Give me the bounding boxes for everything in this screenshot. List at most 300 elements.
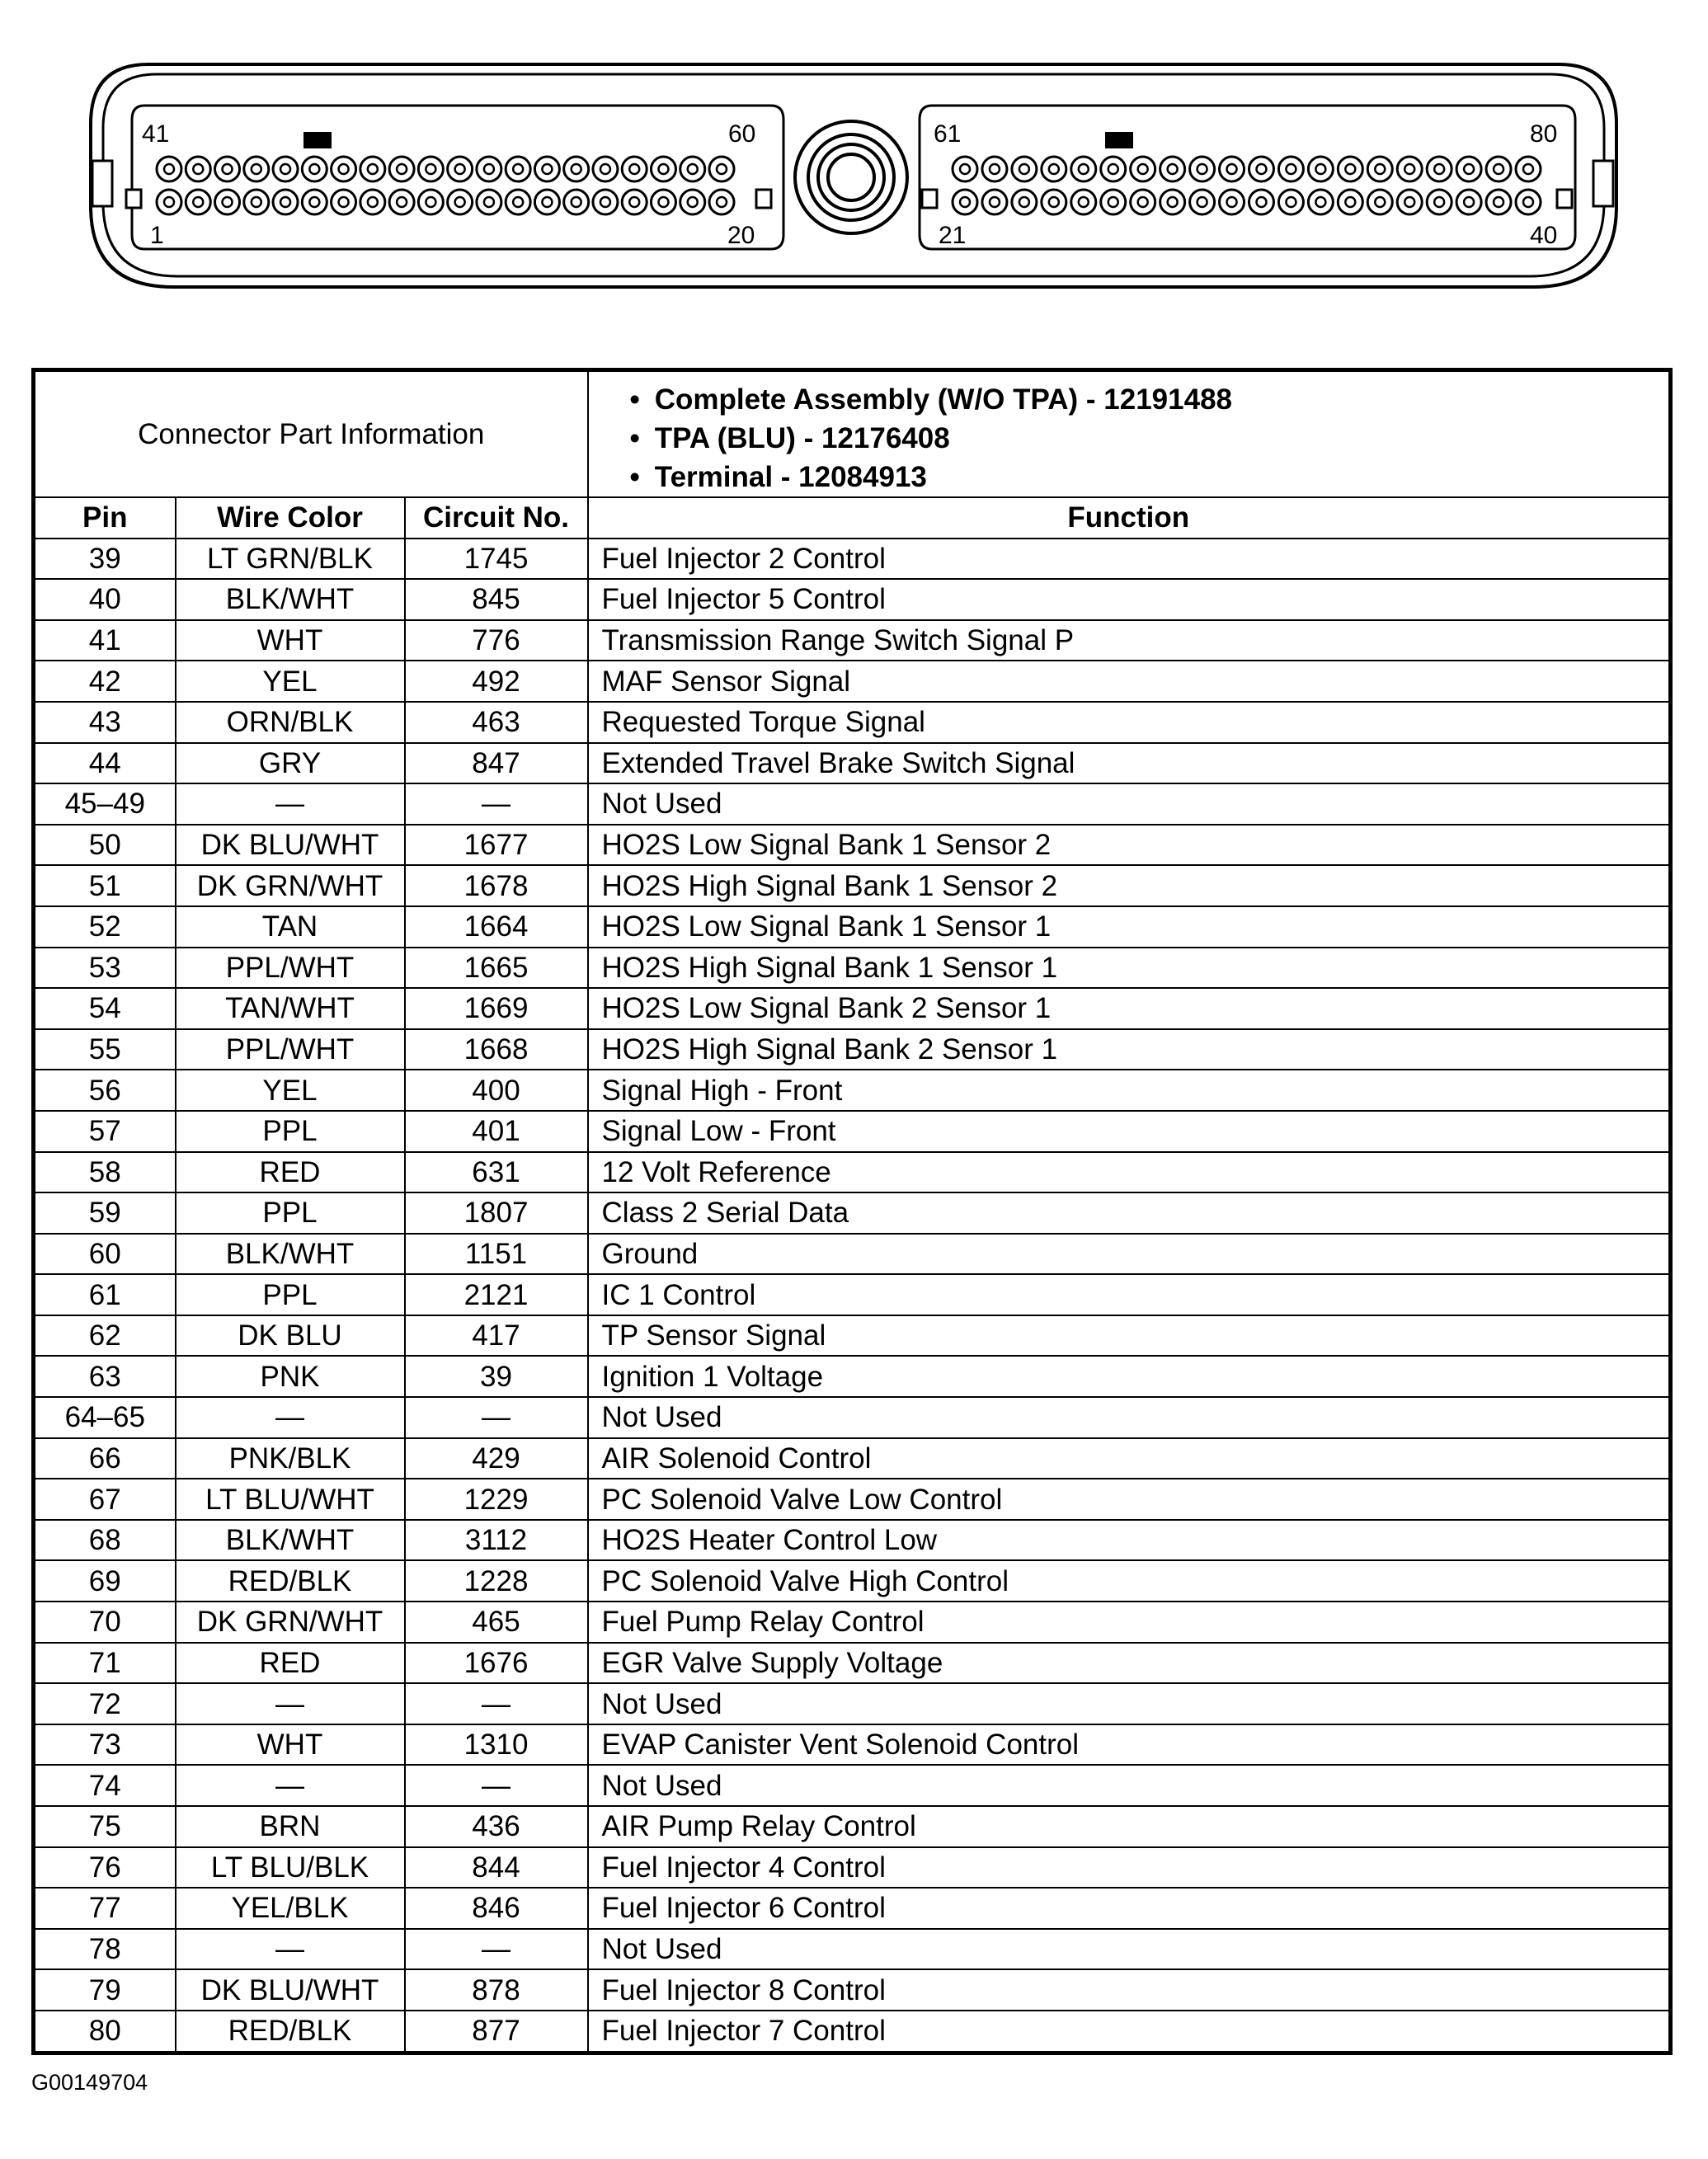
wire-color-cell: TAN	[176, 906, 405, 948]
pin-socket-center	[252, 164, 261, 174]
function-cell: Signal Low - Front	[588, 1111, 1671, 1152]
circuit-cell: —	[405, 1397, 588, 1438]
function-cell: Fuel Injector 6 Control	[588, 1888, 1671, 1929]
pin-cell: 68	[34, 1520, 176, 1561]
circuit-cell: 1807	[405, 1192, 588, 1234]
connector-diagram	[0, 0, 1708, 313]
function-cell: Fuel Injector 8 Control	[588, 1969, 1671, 2011]
function-cell: Requested Torque Signal	[588, 702, 1671, 743]
wire-color-cell: PPL/WHT	[176, 1029, 405, 1070]
wire-color-cell: DK GRN/WHT	[176, 865, 405, 906]
pin-socket-center	[1079, 164, 1089, 174]
pin-cell: 78	[34, 1929, 176, 1970]
pin-socket-center	[1019, 197, 1029, 207]
pin-socket-center	[1286, 197, 1296, 207]
pin-socket-center	[1138, 164, 1148, 174]
circuit-cell: 492	[405, 661, 588, 702]
function-cell: Fuel Injector 5 Control	[588, 579, 1671, 620]
pin-socket-center	[1375, 164, 1385, 174]
left-block-pin-20: 20	[727, 222, 755, 249]
pin-socket-center	[600, 164, 610, 174]
wire-color-cell: ORN/BLK	[176, 702, 405, 743]
function-cell: PC Solenoid Valve Low Control	[588, 1479, 1671, 1520]
wire-color-cell: TAN/WHT	[176, 988, 405, 1029]
pin-cell: 40	[34, 579, 176, 620]
left-block-key	[303, 132, 332, 148]
pin-cell: 70	[34, 1602, 176, 1643]
header-pin: Pin	[34, 497, 176, 539]
pin-socket-center	[1108, 197, 1118, 207]
wire-color-cell: RED	[176, 1643, 405, 1684]
right-block-pin-61: 61	[934, 120, 962, 148]
circuit-cell: 2121	[405, 1274, 588, 1315]
pin-socket	[1249, 190, 1273, 214]
pin-cell: 44	[34, 743, 176, 784]
wire-color-cell: DK BLU/WHT	[176, 825, 405, 866]
pin-socket-center	[1494, 197, 1503, 207]
pin-socket-center	[600, 197, 610, 207]
pin-socket	[1101, 157, 1126, 181]
pin-socket-center	[193, 164, 203, 174]
function-cell: Not Used	[588, 1397, 1671, 1438]
table-row	[34, 1520, 1671, 1561]
pin-socket-center	[513, 164, 523, 174]
function-cell: Fuel Pump Relay Control	[588, 1602, 1671, 1643]
function-cell: HO2S Low Signal Bank 1 Sensor 2	[588, 825, 1671, 866]
connector-housing	[91, 64, 1616, 287]
pin-socket	[1249, 157, 1273, 181]
pin-socket-center	[164, 164, 174, 174]
wire-color-cell: BLK/WHT	[176, 579, 405, 620]
pin-socket-center	[223, 164, 233, 174]
pin-socket-center	[960, 197, 970, 207]
left-latch-tab	[92, 161, 112, 206]
pin-socket	[953, 157, 977, 181]
wire-color-cell: —	[176, 1397, 405, 1438]
wire-color-cell: DK BLU/WHT	[176, 1969, 405, 2011]
table-row	[34, 1479, 1671, 1520]
pin-socket	[477, 190, 501, 214]
part-info-list	[588, 370, 1671, 498]
pin-socket	[332, 157, 356, 181]
pin-socket	[1367, 190, 1392, 214]
center-bolt-ring	[808, 134, 894, 220]
pin-socket	[157, 190, 181, 214]
pin-socket	[1160, 190, 1185, 214]
pin-socket	[1486, 157, 1511, 181]
function-cell: AIR Solenoid Control	[588, 1438, 1671, 1479]
wire-color-cell: YEL	[176, 661, 405, 702]
pin-socket-center	[688, 197, 698, 207]
pin-cell: 55	[34, 1029, 176, 1070]
pin-socket	[651, 190, 675, 214]
pin-socket	[1160, 157, 1185, 181]
pin-cell: 77	[34, 1888, 176, 1929]
pin-socket-center	[309, 164, 319, 174]
function-cell: IC 1 Control	[588, 1274, 1671, 1315]
table-row	[34, 988, 1671, 1029]
pin-socket	[1338, 190, 1362, 214]
pin-cell: 60	[34, 1234, 176, 1275]
pin-socket-center	[1315, 164, 1325, 174]
pin-socket	[1190, 190, 1215, 214]
circuit-cell: 844	[405, 1847, 588, 1889]
pin-cell: 58	[34, 1152, 176, 1193]
pin-rows	[34, 539, 1671, 2053]
pin-cell: 42	[34, 661, 176, 702]
function-cell: MAF Sensor Signal	[588, 661, 1671, 702]
wire-color-cell: RED	[176, 1152, 405, 1193]
figure-id: G00149704	[31, 2070, 148, 2095]
pin-socket	[1131, 190, 1155, 214]
pin-socket	[1012, 157, 1037, 181]
function-cell: HO2S High Signal Bank 1 Sensor 1	[588, 948, 1671, 989]
table-row	[34, 1683, 1671, 1724]
left-block-pin-41: 41	[142, 120, 170, 148]
circuit-cell: 1668	[405, 1029, 588, 1070]
pin-socket	[157, 157, 181, 181]
pin-socket-center	[223, 197, 233, 207]
pin-socket	[186, 190, 210, 214]
pin-socket	[244, 190, 269, 214]
wire-color-cell: LT BLU/BLK	[176, 1847, 405, 1889]
pin-socket-center	[1523, 164, 1533, 174]
wire-color-cell: BLK/WHT	[176, 1520, 405, 1561]
pin-socket-center	[1464, 164, 1474, 174]
pin-socket	[680, 157, 705, 181]
pin-socket-center	[1523, 197, 1533, 207]
function-cell: Not Used	[588, 1683, 1671, 1724]
table-row	[34, 1560, 1671, 1602]
function-cell: AIR Pump Relay Control	[588, 1806, 1671, 1847]
pin-socket-center	[658, 197, 668, 207]
table-row	[34, 1234, 1671, 1275]
circuit-cell: 1310	[405, 1724, 588, 1766]
pin-socket-center	[1464, 197, 1474, 207]
circuit-cell: 631	[405, 1152, 588, 1193]
pin-socket	[244, 157, 269, 181]
pin-socket-center	[960, 164, 970, 174]
table-row	[34, 539, 1671, 580]
table-row	[34, 743, 1671, 784]
center-bolt-core	[828, 154, 874, 200]
pin-cell: 75	[34, 1806, 176, 1847]
pin-socket	[1397, 157, 1422, 181]
table-row	[34, 1152, 1671, 1193]
pin-table	[31, 368, 1673, 2055]
wire-color-cell: WHT	[176, 1724, 405, 1766]
pin-socket	[564, 190, 589, 214]
pin-socket	[1427, 157, 1452, 181]
right-pin-grid	[953, 157, 1541, 214]
pin-socket	[1308, 190, 1333, 214]
pin-cell: 76	[34, 1847, 176, 1889]
pin-socket	[360, 157, 385, 181]
right-block-pin-40: 40	[1530, 222, 1558, 249]
circuit-cell: 1669	[405, 988, 588, 1029]
circuit-cell: 845	[405, 579, 588, 620]
pin-socket-center	[193, 197, 203, 207]
center-bolt-outer	[795, 121, 907, 233]
pin-socket	[680, 190, 705, 214]
table-row	[34, 1111, 1671, 1152]
circuit-cell: 1229	[405, 1479, 588, 1520]
pin-cell: 52	[34, 906, 176, 948]
pin-socket	[564, 157, 589, 181]
pin-socket-center	[688, 164, 698, 174]
circuit-cell: 1665	[405, 948, 588, 989]
function-cell: EGR Valve Supply Voltage	[588, 1643, 1671, 1684]
pin-socket-center	[1227, 164, 1237, 174]
pin-cell: 62	[34, 1315, 176, 1357]
table-row	[34, 1929, 1671, 1970]
pin-socket-center	[542, 197, 552, 207]
circuit-cell: —	[405, 1929, 588, 1970]
pin-socket-center	[397, 164, 407, 174]
circuit-cell: 401	[405, 1111, 588, 1152]
right-latch-tab	[1593, 161, 1613, 206]
pin-socket-center	[1434, 164, 1444, 174]
circuit-cell: 847	[405, 743, 588, 784]
pin-socket-center	[280, 197, 290, 207]
pin-cell: 69	[34, 1560, 176, 1602]
pin-cell: 39	[34, 539, 176, 580]
function-cell: Signal High - Front	[588, 1070, 1671, 1111]
pin-socket	[302, 157, 327, 181]
table-row	[34, 825, 1671, 866]
pin-socket	[651, 157, 675, 181]
pin-socket-center	[1227, 197, 1237, 207]
wire-color-cell: BLK/WHT	[176, 1234, 405, 1275]
circuit-cell: 400	[405, 1070, 588, 1111]
left-block-pin-1: 1	[150, 222, 164, 249]
function-cell: Not Used	[588, 1765, 1671, 1806]
right-block-pin-21: 21	[939, 222, 967, 249]
right-side-notch	[922, 190, 937, 208]
table-row	[34, 783, 1671, 825]
table-row	[34, 906, 1671, 948]
pin-socket-center	[1049, 164, 1059, 174]
table-row	[34, 661, 1671, 702]
pin-socket	[1042, 157, 1066, 181]
circuit-cell: 1664	[405, 906, 588, 948]
table-row	[34, 1847, 1671, 1889]
wire-color-cell: —	[176, 1929, 405, 1970]
right-inner-notch	[1557, 190, 1572, 208]
table-row	[34, 1192, 1671, 1234]
pin-socket	[1220, 190, 1245, 214]
table-row	[34, 1438, 1671, 1479]
pin-socket	[622, 157, 647, 181]
pin-socket	[1101, 190, 1126, 214]
pin-socket-center	[1405, 164, 1414, 174]
part-info-item: • TPA (BLU) - 12176408	[630, 419, 1668, 458]
pin-socket	[186, 157, 210, 181]
pin-socket	[1397, 190, 1422, 214]
function-cell: Class 2 Serial Data	[588, 1192, 1671, 1234]
pin-socket-center	[990, 197, 1000, 207]
pin-socket-center	[397, 197, 407, 207]
pin-socket-center	[368, 164, 378, 174]
function-cell: HO2S Low Signal Bank 1 Sensor 1	[588, 906, 1671, 948]
table-row	[34, 620, 1671, 661]
pin-socket	[506, 157, 530, 181]
pin-socket	[418, 190, 443, 214]
pin-socket	[953, 190, 977, 214]
pin-socket	[1278, 157, 1303, 181]
wire-color-cell: GRY	[176, 743, 405, 784]
left-block-pin-60: 60	[728, 120, 756, 148]
table-row	[34, 1888, 1671, 1929]
pin-socket-center	[717, 164, 727, 174]
table-row	[34, 1643, 1671, 1684]
pin-socket	[709, 157, 734, 181]
pin-cell: 53	[34, 948, 176, 989]
circuit-cell: 417	[405, 1315, 588, 1357]
wire-color-cell: —	[176, 1765, 405, 1806]
function-cell: TP Sensor Signal	[588, 1315, 1671, 1357]
table-row	[34, 1397, 1671, 1438]
pin-socket-center	[1286, 164, 1296, 174]
pin-cell: 64–65	[34, 1397, 176, 1438]
circuit-cell: —	[405, 1683, 588, 1724]
pin-cell: 67	[34, 1479, 176, 1520]
circuit-cell: —	[405, 1765, 588, 1806]
pin-socket	[1220, 157, 1245, 181]
wire-color-cell: LT BLU/WHT	[176, 1479, 405, 1520]
pin-socket-center	[1197, 197, 1207, 207]
table-row	[34, 1806, 1671, 1847]
pin-cell: 51	[34, 865, 176, 906]
pin-socket-center	[990, 164, 1000, 174]
wire-color-cell: RED/BLK	[176, 1560, 405, 1602]
pin-socket	[1427, 190, 1452, 214]
function-cell: Ground	[588, 1234, 1671, 1275]
wire-color-cell: —	[176, 783, 405, 825]
pin-cell: 56	[34, 1070, 176, 1111]
function-cell: Not Used	[588, 783, 1671, 825]
pin-socket-center	[339, 164, 349, 174]
pin-socket	[1456, 190, 1481, 214]
table-row	[34, 702, 1671, 743]
function-cell: HO2S Heater Control Low	[588, 1520, 1671, 1561]
header-row	[34, 497, 1671, 539]
pin-socket	[1486, 190, 1511, 214]
circuit-cell: 465	[405, 1602, 588, 1643]
pin-socket-center	[629, 197, 639, 207]
pin-socket	[448, 190, 473, 214]
pin-socket-center	[455, 197, 465, 207]
pin-socket	[1071, 157, 1096, 181]
pin-cell: 61	[34, 1274, 176, 1315]
function-cell: Ignition 1 Voltage	[588, 1356, 1671, 1397]
left-inner-notch	[756, 190, 771, 208]
pin-socket-center	[484, 197, 494, 207]
wire-color-cell: PPL	[176, 1111, 405, 1152]
left-pin-grid	[157, 157, 734, 214]
circuit-cell: 1678	[405, 865, 588, 906]
pin-socket-center	[1019, 164, 1029, 174]
pin-socket-center	[1375, 197, 1385, 207]
pin-socket	[982, 190, 1007, 214]
function-cell: Transmission Range Switch Signal P	[588, 620, 1671, 661]
pin-socket-center	[252, 197, 261, 207]
table-row	[34, 865, 1671, 906]
circuit-cell: 463	[405, 702, 588, 743]
table-row	[34, 1356, 1671, 1397]
pin-socket	[1338, 157, 1362, 181]
pin-socket-center	[717, 197, 727, 207]
pin-socket-center	[426, 197, 435, 207]
pin-socket	[389, 190, 414, 214]
pin-socket-center	[513, 197, 523, 207]
pin-socket-center	[309, 197, 319, 207]
wire-color-cell: PPL	[176, 1274, 405, 1315]
table-row	[34, 1029, 1671, 1070]
header-circuit: Circuit No.	[405, 497, 588, 539]
pin-socket	[982, 157, 1007, 181]
table-row	[34, 1969, 1671, 2011]
pin-socket-center	[572, 164, 581, 174]
header-wire-color: Wire Color	[176, 497, 405, 539]
pin-socket-center	[368, 197, 378, 207]
pin-socket-center	[1315, 197, 1325, 207]
pin-cell: 71	[34, 1643, 176, 1684]
pin-socket-center	[1197, 164, 1207, 174]
pin-socket-center	[1345, 197, 1355, 207]
circuit-cell: 877	[405, 2011, 588, 2053]
pin-socket	[418, 157, 443, 181]
pin-socket	[1012, 190, 1037, 214]
pin-socket-center	[1108, 164, 1118, 174]
pin-socket-center	[629, 164, 639, 174]
table-row	[34, 1070, 1671, 1111]
pin-socket	[1131, 157, 1155, 181]
table-row	[34, 1602, 1671, 1643]
right-block-pin-80: 80	[1530, 120, 1558, 148]
circuit-cell: 1151	[405, 1234, 588, 1275]
pin-socket-center	[542, 164, 552, 174]
left-pin-block	[132, 106, 783, 249]
pin-cell: 72	[34, 1683, 176, 1724]
function-cell: Not Used	[588, 1929, 1671, 1970]
table-row	[34, 1724, 1671, 1766]
circuit-cell: 436	[405, 1806, 588, 1847]
pin-socket	[360, 190, 385, 214]
wire-color-cell: RED/BLK	[176, 2011, 405, 2053]
pin-socket	[477, 157, 501, 181]
wire-color-cell: PNK/BLK	[176, 1438, 405, 1479]
pin-socket-center	[1138, 197, 1148, 207]
pin-cell: 66	[34, 1438, 176, 1479]
pin-cell: 73	[34, 1724, 176, 1766]
function-cell: HO2S Low Signal Bank 2 Sensor 1	[588, 988, 1671, 1029]
pin-socket	[593, 190, 618, 214]
function-cell: Fuel Injector 4 Control	[588, 1847, 1671, 1889]
pin-socket-center	[1079, 197, 1089, 207]
left-side-notch	[126, 190, 141, 208]
wire-color-cell: —	[176, 1683, 405, 1724]
pin-socket-center	[1345, 164, 1355, 174]
pin-socket	[389, 157, 414, 181]
part-info-item: • Complete Assembly (W/O TPA) - 12191488	[630, 380, 1668, 419]
pin-socket	[1071, 190, 1096, 214]
pin-cell: 80	[34, 2011, 176, 2053]
pin-socket-center	[426, 164, 435, 174]
pin-socket	[1456, 157, 1481, 181]
part-info-item: • Terminal - 12084913	[630, 458, 1668, 496]
circuit-cell: 878	[405, 1969, 588, 2011]
